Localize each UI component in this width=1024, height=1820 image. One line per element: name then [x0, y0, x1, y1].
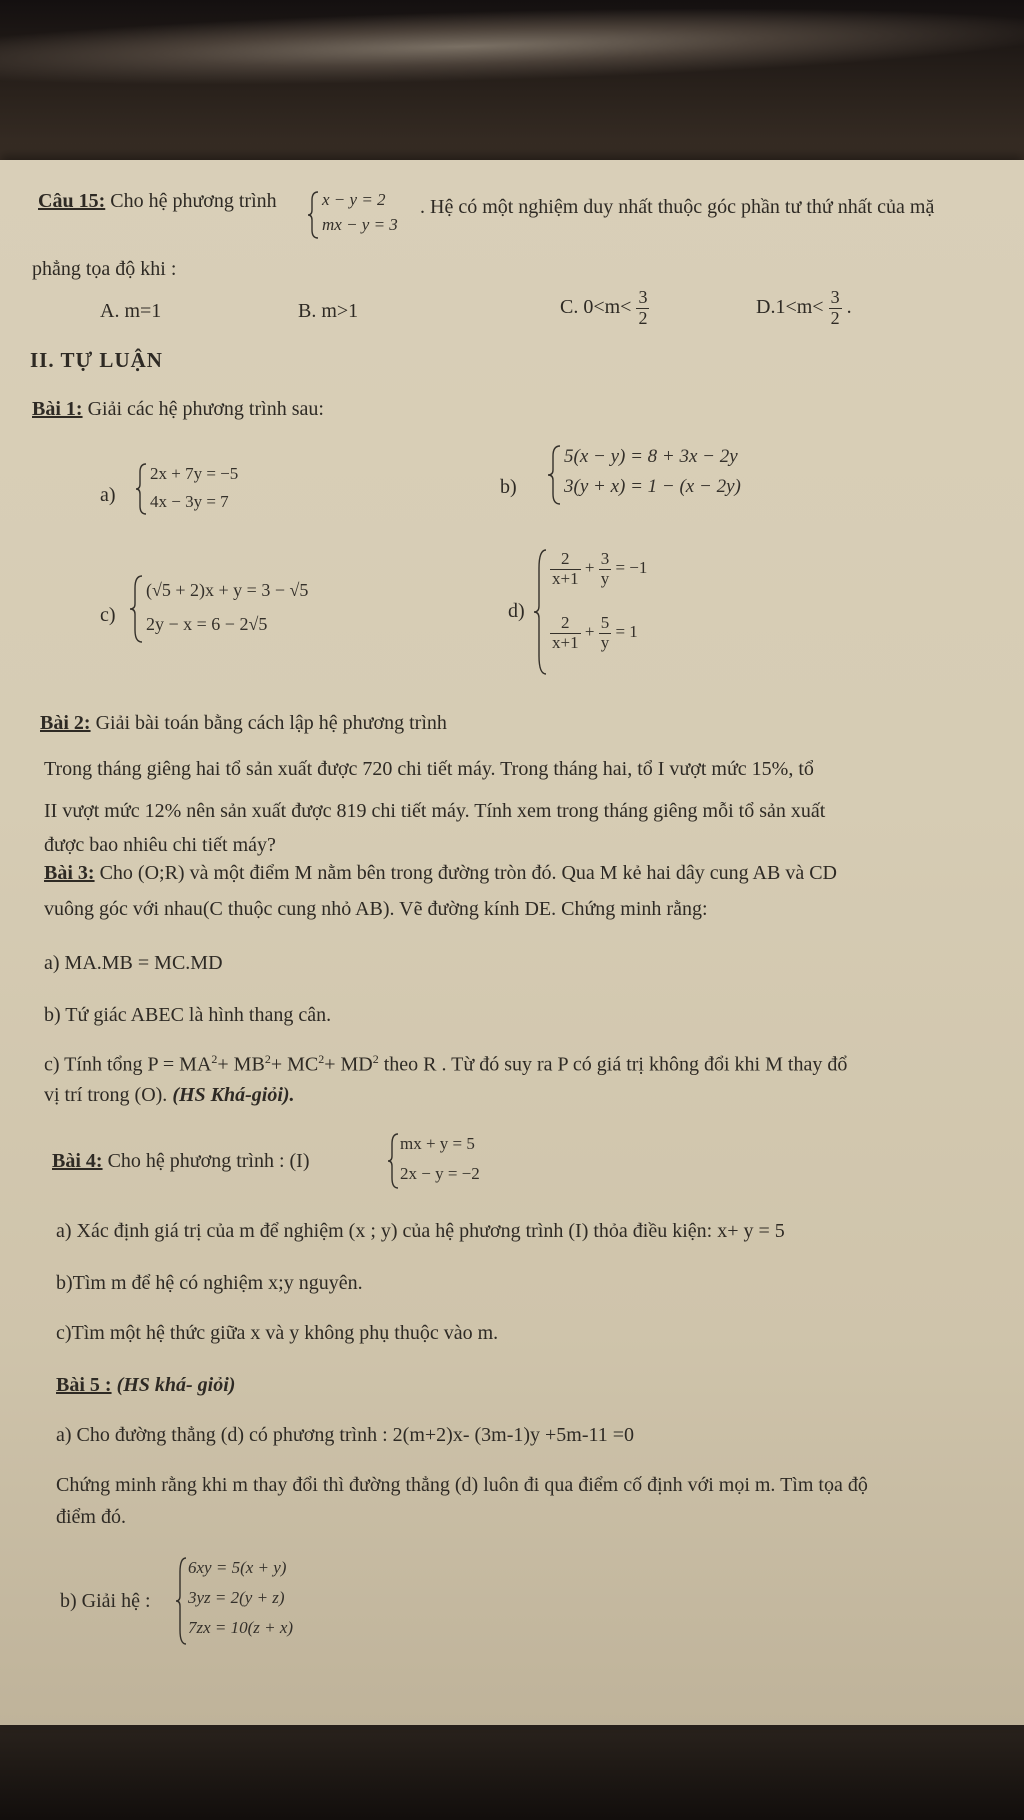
bai4-eq1: mx + y = 5	[400, 1134, 475, 1153]
fraction-denominator: x+1	[552, 632, 579, 652]
fraction-numerator: 3	[830, 287, 840, 307]
bai2-label: Bài 2:	[40, 712, 91, 734]
fraction-denominator: 2	[638, 307, 648, 328]
brace-icon	[308, 190, 320, 240]
fraction-denominator: x+1	[552, 568, 579, 588]
bai1-d-eq2	[550, 614, 638, 652]
brace-icon	[130, 574, 144, 644]
bai4-heading	[52, 1150, 310, 1173]
fraction-numerator: 5	[600, 613, 610, 632]
bai3-text: Cho (O;R) và một điểm M nằm bên trong đường tròn đó. Qua M kẻ hai dây cung AB và CD	[99, 862, 837, 884]
bai1-d-system	[534, 548, 714, 676]
bai3-c-line2-text: vị trí trong (O).	[44, 1084, 168, 1106]
bai1-a-system	[136, 462, 296, 516]
bai3-c-term: + MC	[270, 1053, 319, 1076]
bai3-c-term: + MD	[324, 1053, 373, 1076]
bai5-label: Bài 5 :	[56, 1374, 112, 1396]
q15-line1	[38, 190, 277, 213]
q15-option-c-fraction	[636, 288, 649, 329]
bai3-b: b) Tứ giác ABEC là hình thang cân.	[44, 1004, 332, 1026]
bai1-c-eq1: (√5 + 2)x + y = 3 − √5	[146, 580, 309, 600]
bai5-b-eq1: 6xy = 5(x + y)	[188, 1558, 287, 1577]
bai4-label: Bài 4:	[52, 1150, 103, 1172]
bai5-heading	[56, 1374, 235, 1397]
bai1-d-label: d)	[508, 600, 525, 622]
brace-icon	[548, 444, 562, 506]
bai1-b-eq2: 3(y + x) = 1 − (x − 2y)	[564, 476, 741, 497]
brace-icon	[388, 1132, 400, 1190]
bai1-a-label: a)	[100, 484, 116, 506]
bai5-b-label: b) Giải hệ :	[60, 1590, 151, 1612]
bai1-c-eq2: 2y − x = 6 − 2√5	[146, 614, 268, 634]
bai1-text: Giải các hệ phương trình sau:	[87, 398, 324, 420]
q15-option-c-prefix: C. 0<m<	[560, 295, 632, 318]
brace-icon	[176, 1556, 188, 1646]
fraction-numerator: 3	[638, 287, 648, 307]
q15-option-c	[560, 288, 649, 329]
fraction-denominator: y	[600, 632, 610, 652]
plus-sign: +	[584, 558, 595, 578]
bai4-b: b)Tìm m để hệ có nghiệm x;y nguyên.	[56, 1272, 363, 1294]
bai2-p3: được bao nhiêu chi tiết máy?	[44, 834, 276, 856]
fraction	[550, 550, 581, 588]
q15-option-d-fraction	[829, 288, 842, 329]
q15-eq1: x − y = 2	[322, 190, 386, 209]
fraction-numerator: 2	[550, 550, 581, 570]
fraction-numerator: 2	[550, 614, 581, 634]
bai1-b-system	[548, 444, 808, 506]
bai5-b-system	[176, 1556, 356, 1646]
fraction-denominator: 2	[830, 307, 840, 328]
bai3-heading	[44, 862, 837, 885]
bai2-heading	[40, 712, 447, 735]
q15-eq2: mx − y = 3	[322, 215, 398, 234]
bai1-a-eq2: 4x − 3y = 7	[150, 492, 229, 511]
section-title: II. TỰ LUẬN	[30, 348, 163, 372]
q15-option-d	[756, 288, 852, 329]
fraction	[550, 614, 581, 652]
bai4-eq2: 2x − y = −2	[400, 1164, 480, 1183]
bai1-a-eq1: 2x + 7y = −5	[150, 464, 239, 483]
rhs: = −1	[615, 558, 648, 578]
bai5-a: a) Cho đường thẳng (d) có phương trình : 2(m+2)x- (3m-1)y +5m-11 =0	[56, 1424, 635, 1446]
bai1-c-system	[130, 574, 350, 644]
q15-option-d-suffix: .	[846, 295, 852, 318]
brace-icon	[136, 462, 148, 516]
bai3-p2: vuông góc với nhau(C thuộc cung nhỏ AB). Vẽ đường kính DE. Chứng minh rằng:	[44, 898, 708, 920]
exponent: 2	[264, 1052, 271, 1066]
bai5-b-eq2: 3yz = 2(y + z)	[188, 1588, 285, 1607]
fraction-numerator: 3	[600, 549, 610, 568]
q15-text-before: Cho hệ phương trình	[110, 190, 277, 212]
bai3-c-term: + MB	[217, 1053, 265, 1076]
q15-text-after: . Hệ có một nghiệm duy nhất thuộc góc phần tư thứ nhất của mặ	[420, 196, 935, 218]
exponent: 2	[211, 1052, 218, 1066]
bai3-label: Bài 3:	[44, 862, 95, 884]
fraction	[599, 614, 612, 652]
q15-option-d-prefix: D.1<m<	[756, 295, 824, 318]
bai5-p3: điểm đó.	[56, 1506, 126, 1528]
q15-option-b: B. m>1	[298, 300, 359, 322]
rhs: = 1	[615, 622, 638, 642]
q15-option-a: A. m=1	[100, 300, 162, 322]
bai2-p1: Trong tháng giêng hai tổ sản xuất được 720 chi tiết máy. Trong tháng hai, tổ I vượt mức 15%, tổ	[44, 758, 814, 780]
bai3-c-note: (HS Khá-giỏi).	[172, 1084, 295, 1106]
bai1-c-label: c)	[100, 604, 116, 626]
exponent: 2	[372, 1052, 379, 1066]
bai1-d-eq1	[550, 550, 647, 588]
q15-label: Câu 15:	[38, 190, 106, 212]
bai4-a: a) Xác định giá trị của m để nghiệm (x ; y) của hệ phương trình (I) thỏa điều kiện: x+ y = 5	[56, 1220, 785, 1242]
bai1-b-eq1: 5(x − y) = 8 + 3x − 2y	[564, 446, 738, 467]
bai4-c: c)Tìm một hệ thức giữa x và y không phụ thuộc vào m.	[56, 1322, 499, 1344]
bai5-b-eq3: 7zx = 10(z + x)	[188, 1618, 294, 1637]
bai3-c-line2	[44, 1084, 295, 1107]
bai3-c-suffix: theo R . Từ đó suy ra P có giá trị không đổi khi M thay đổ	[383, 1053, 848, 1076]
bai3-a: a) MA.MB = MC.MD	[44, 952, 223, 974]
bai5-p2: Chứng minh rằng khi m thay đổi thì đường thẳng (d) luôn đi qua điểm cố định với mọi m. Tìm tọa độ	[56, 1474, 868, 1496]
plus-sign: +	[584, 622, 595, 642]
bai2-p2: II vượt mức 12% nên sản xuất được 819 chi tiết máy. Tính xem trong tháng giêng mỗi tổ sản xuất	[44, 800, 826, 822]
bai4-text: Cho hệ phương trình : (I)	[107, 1150, 310, 1172]
q15-line2: phẳng tọa độ khi :	[32, 258, 177, 280]
background-bottom	[0, 1722, 1024, 1820]
fraction-denominator: y	[600, 568, 610, 588]
bai1-label: Bài 1:	[32, 398, 83, 420]
bai1-heading	[32, 398, 324, 421]
bai5-note: (HS khá- giỏi)	[116, 1374, 236, 1396]
exponent: 2	[318, 1052, 325, 1066]
q15-system	[308, 190, 418, 240]
fraction	[599, 550, 612, 588]
brace-icon	[534, 548, 548, 676]
bai1-b-label: b)	[500, 476, 517, 498]
bai4-system	[388, 1132, 528, 1190]
bai3-c-prefix: c) Tính tổng P = MA	[44, 1053, 212, 1076]
bai2-text: Giải bài toán bằng cách lập hệ phương trình	[95, 712, 447, 734]
bai3-c	[44, 1052, 847, 1077]
